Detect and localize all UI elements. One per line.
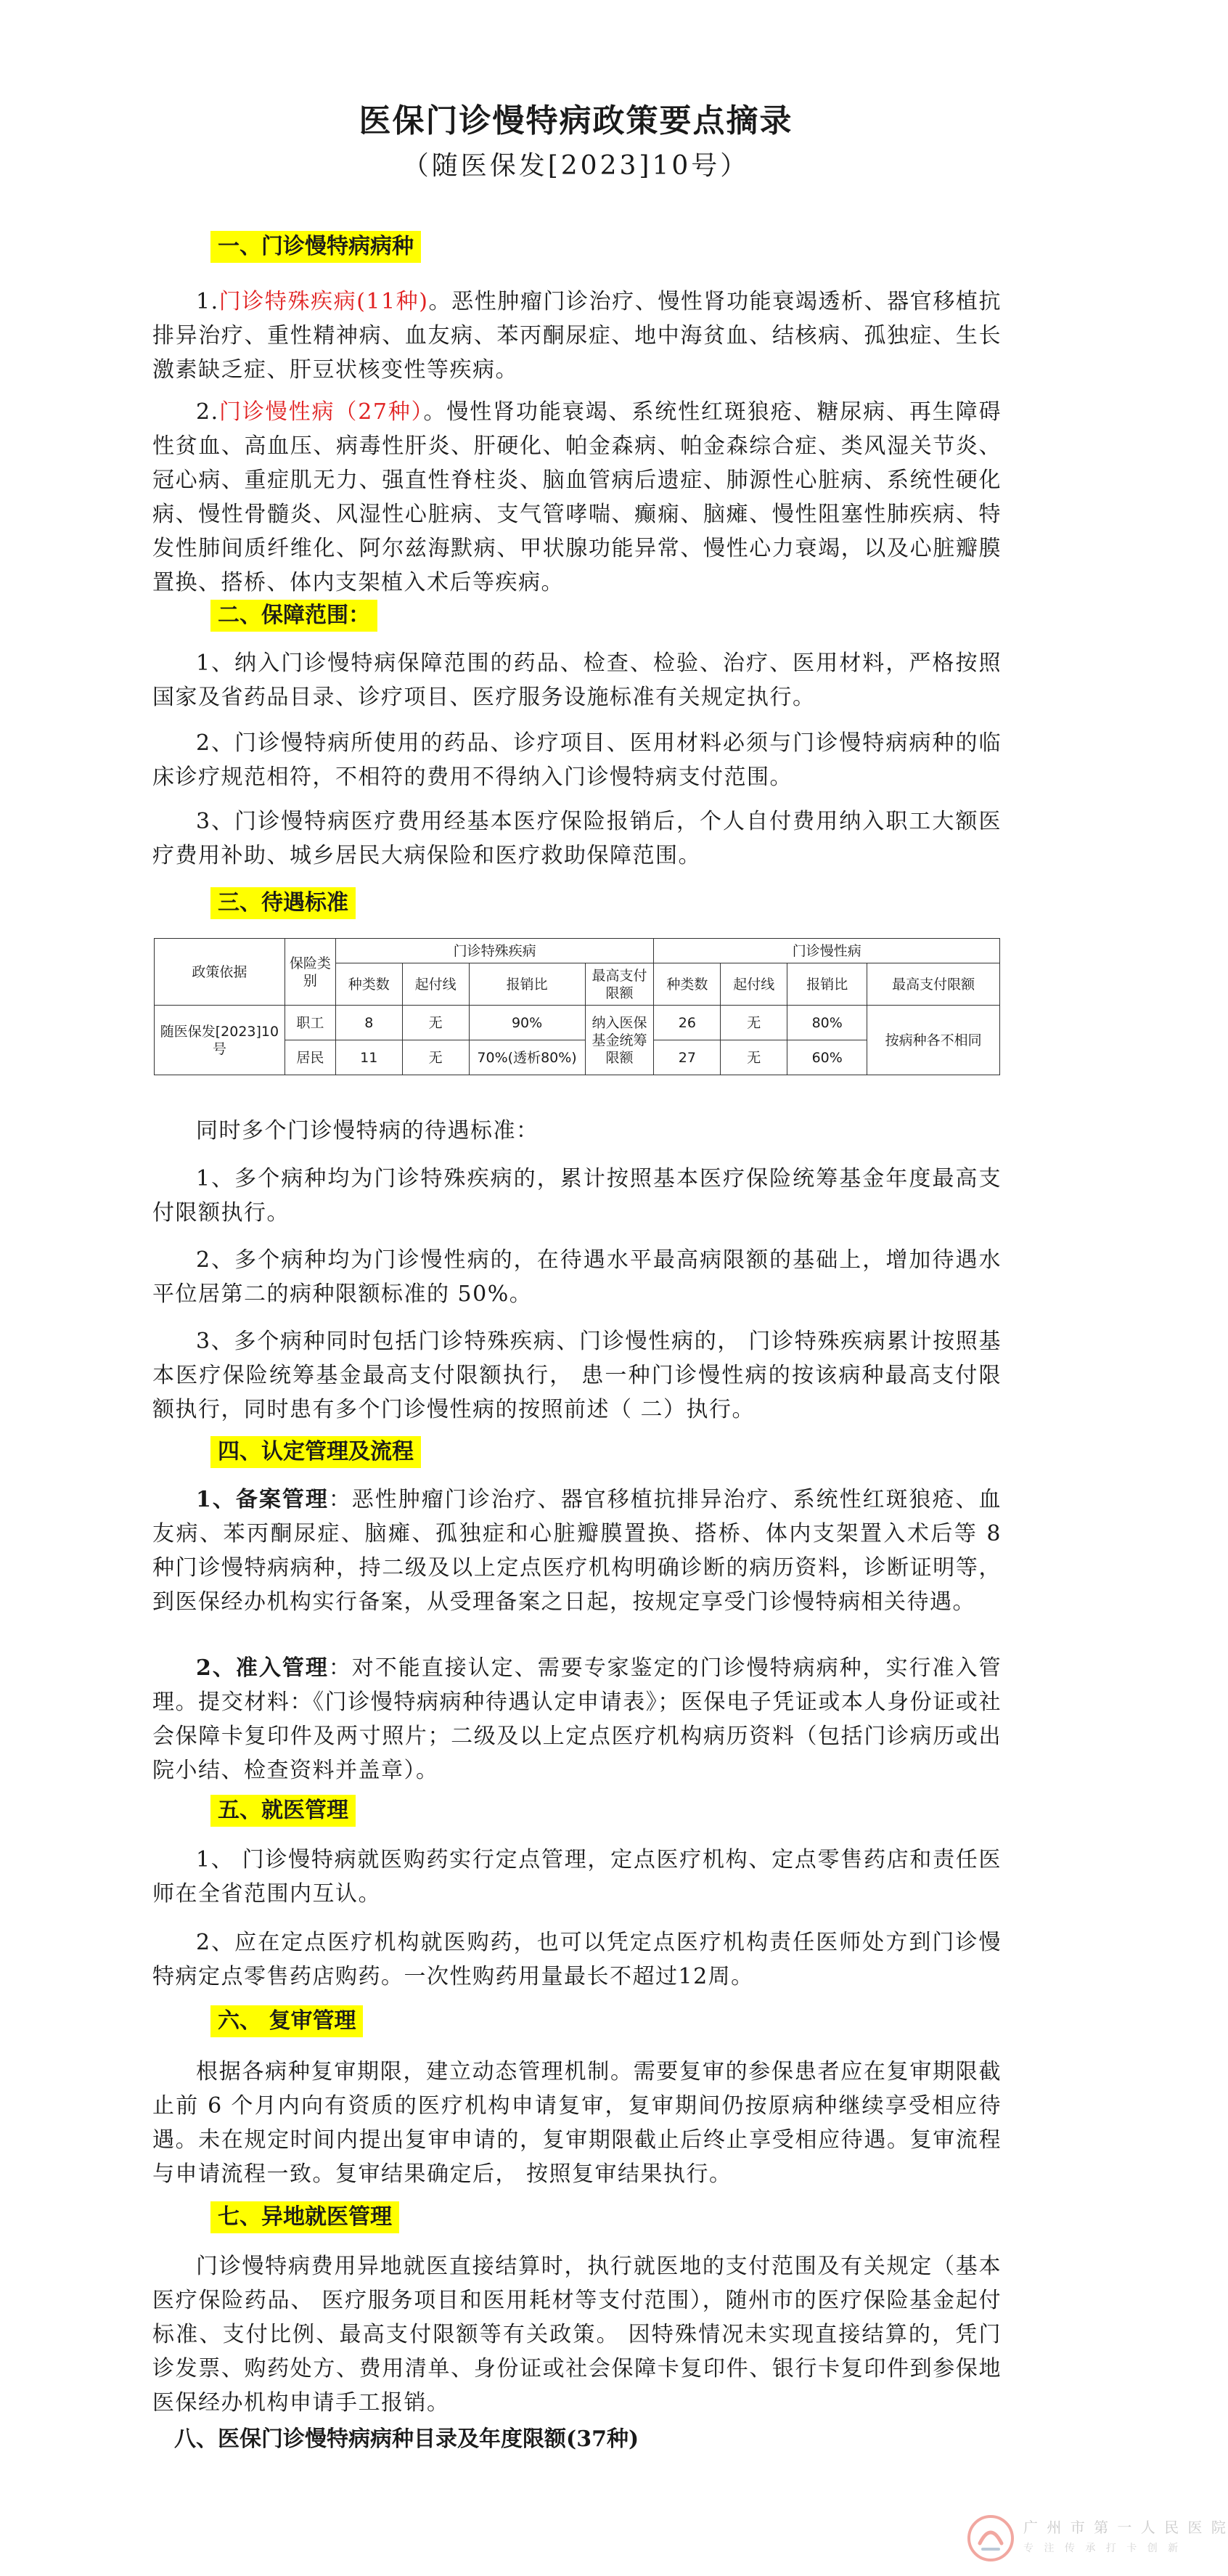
sp-ratio-cell: 90% [469,1006,585,1040]
hospital-name-watermark: 广 州 市 第 一 人 民 医 院 [1023,2519,1228,2536]
section-1-paragraph-2 [152,395,1002,600]
section-1-paragraph-1 [152,285,1002,387]
section-7-paragraph-1: 门诊慢特病费用异地就医直接结算时，执行就医地的支付范围及有关规定（基本医疗保险药品、 医疗服务项目和医用耗材等支付范围），随州市的医疗保险基金起付标准、支付比例、最高支付限额等有关政策。 因特殊情况未实现直接结算的，凭门诊发票、购药处方、费用清单、身份证或社会保障卡复印件、银行卡复印件到参保地医保经办机构申请手工报销。 [152,2254,1002,2416]
filing-management-text: ：恶性肿瘤门诊治疗、器官移植抗排异治疗、系统性红斑狼疮、血友病、苯丙酮尿症、脑瘫、孤独症和心脏瓣膜置换、搭桥、体内支架置入术后等 8 种门诊慢特病病种，持二级及以上定点医疗机构明确诊断的病历资料，诊断证明等，到医保经办机构实行备案，从受理备案之日起，按规定享受门诊慢特病相关待遇。 [152,1487,1002,1615]
ch-count-cell: 26 [654,1006,721,1040]
sp-ratio-header: 报销比 [469,963,585,1006]
ch-ratio-cell: 60% [787,1040,867,1075]
sp-threshold-cell: 无 [402,1040,469,1075]
section-3-paragraph-3: 3、多个病种同时包括门诊特殊疾病、门诊慢性病的， 门诊特殊疾病累计按照基本医疗保险统筹基金最高支付限额执行， 患一种门诊慢性病的按该病种最高支付限额执行，同时患有多个门诊慢性病的按照前述（ 二）执行。 [152,1329,1002,1422]
section-5-paragraph-2: 2、应在定点医疗机构就医购药，也可以凭定点医疗机构责任医师处方到门诊慢特病定点零售药店购药。一次性购药用量最长不超过12周。 [152,1930,1002,1989]
sp-threshold-cell: 无 [402,1006,469,1040]
sp-cap-header: 最高支付限额 [585,963,654,1006]
chronic-disease-group-header: 门诊慢性病 [654,939,1000,963]
section-3-paragraph-1: 1、多个病种均为门诊特殊疾病的，累计按照基本医疗保险统筹基金年度最高支付限额执行。 [152,1166,1002,1226]
hospital-motto-watermark: 专 注 传 承 打 卡 创 新 [1023,2543,1182,2554]
item-number: 2. [196,399,219,425]
sp-cap-cell: 纳入医保基金统筹限额 [585,1006,654,1075]
chronic-disease-label: 门诊慢性病（27种） [218,399,424,425]
section-4-paragraph-1 [152,1483,1002,1619]
section-6-paragraph-1: 根据各病种复审期限，建立动态管理机制。需要复审的参保患者应在复审期限截止前 6 个月内向有资质的医疗机构申请复审，复审期间仍按原病种继续享受相应待遇。未在规定时间内提出复审申请的，复审期限截止后终止享受相应待遇。复审流程与申请流程一致。复审结果确定后， 按照复审结果执行。 [152,2059,1002,2187]
filing-management-label: 1、备案管理 [196,1487,329,1512]
section-1-heading: 一、门诊慢特病病种 [210,231,421,263]
sp-threshold-header: 起付线 [402,963,469,1006]
ch-threshold-cell: 无 [721,1040,787,1075]
section-8-heading: 八、医保门诊慢特病病种目录及年度限额(37种) [174,2426,639,2452]
section-2-paragraph-3: 3、门诊慢特病医疗费用经基本医疗保险报销后，个人自付费用纳入职工大额医疗费用补助、城乡居民大病保险和医疗救助保障范围。 [152,809,1002,868]
section-5-paragraph-1: 1、 门诊慢特病就医购药实行定点管理，定点医疗机构、定点零售药店和责任医师在全省范围内互认。 [152,1847,1002,1907]
section-2-paragraph-1: 1、纳入门诊慢特病保障范围的药品、检查、检验、治疗、医用材料，严格按照国家及省药品目录、诊疗项目、医疗服务设施标准有关规定执行。 [152,651,1002,710]
section-7-heading: 七、异地就医管理 [210,2201,399,2233]
item-number: 1. [196,289,219,314]
sp-ratio-cell: 70%(透析80%) [469,1040,585,1075]
ch-count-cell: 27 [654,1040,721,1075]
section-3-intro: 同时多个门诊慢特病的待遇标准： [196,1118,539,1144]
insured-type-cell: 职工 [285,1006,335,1040]
section-2-paragraph-2: 2、门诊慢特病所使用的药品、诊疗项目、医用材料必须与门诊慢特病病种的临床诊疗规范相符，不相符的费用不得纳入门诊慢特病支付范围。 [152,730,1002,790]
section-4-heading: 四、认定管理及流程 [210,1436,421,1468]
insured-type-cell: 居民 [285,1040,335,1075]
chronic-disease-list: 。慢性肾功能衰竭、系统性红斑狼疮、糖尿病、再生障碍性贫血、高血压、病毒性肝炎、肝硬化、帕金森病、帕金森综合症、类风湿关节炎、冠心病、重症肌无力、强直性脊柱炎、脑血管病后遗症、肺源性心脏病、系统性硬化病、慢性骨髓炎、风湿性心脏病、支气管哮喘、癫痫、脑瘫、慢性阻塞性肺疾病、特发性肺间质纤维化、阿尔兹海默病、甲状腺功能异常、慢性心力衰竭，以及心脏瓣膜置换、搭桥、体内支架植入术后等疾病。 [152,399,1002,595]
section-5-heading: 五、就医管理 [210,1795,356,1827]
table-row [155,1006,1000,1040]
sp-count-header: 种类数 [335,963,402,1006]
ch-cap-header: 最高支付限额 [867,963,1000,1006]
sp-count-cell: 8 [335,1006,402,1040]
special-disease-label: 门诊特殊疾病(11种) [218,289,429,314]
special-disease-list: 。恶性肿瘤门诊治疗、慢性肾功能衰竭透析、器官移植抗排异治疗、重性精神病、血友病、苯丙酮尿症、地中海贫血、结核病、孤独症、生长激素缺乏症、肝豆状核变性等疾病。 [152,289,1002,383]
section-3-paragraph-2: 2、多个病种均为门诊慢性病的，在待遇水平最高病限额的基础上，增加待遇水平位居第二的病种限额标准的 50%。 [152,1247,1002,1307]
section-2-heading: 二、保障范围： [210,600,377,632]
ch-cap-cell: 按病种各不相同 [867,1006,1000,1075]
ch-count-header: 种类数 [654,963,721,1006]
hospital-logo-icon [965,2513,1016,2564]
benefit-standard-table [154,938,1000,1075]
section-4-paragraph-2 [152,1651,1002,1788]
section-3-heading: 三、待遇标准 [210,887,356,919]
insured-type-header: 保险类别 [285,939,335,1006]
section-6-heading: 六、 复审管理 [210,2005,363,2037]
admission-management-text: ：对不能直接认定、需要专家鉴定的门诊慢特病病种，实行准入管理。提交材料：《门诊慢特病病种待遇认定申请表》；医保电子凭证或本人身份证或社会保障卡复印件及两寸照片；二级及以上定点医疗机构病历资料（包括门诊病历或出院小结、检查资料并盖章）。 [152,1655,1002,1783]
ch-ratio-cell: 80% [787,1006,867,1040]
ch-ratio-header: 报销比 [787,963,867,1006]
hospital-watermark [965,2508,1228,2567]
special-disease-group-header: 门诊特殊疾病 [335,939,654,963]
ch-threshold-cell: 无 [721,1006,787,1040]
ch-threshold-header: 起付线 [721,963,787,1006]
admission-management-label: 2、准入管理 [196,1655,329,1681]
policy-basis-header: 政策依据 [155,939,285,1006]
policy-doc-cell: 随医保发[2023]10号 [155,1006,285,1075]
document-subtitle: （随医保发[2023]10号） [402,151,750,181]
document-title: 医保门诊慢特病政策要点摘录 [359,102,793,139]
sp-count-cell: 11 [335,1040,402,1075]
